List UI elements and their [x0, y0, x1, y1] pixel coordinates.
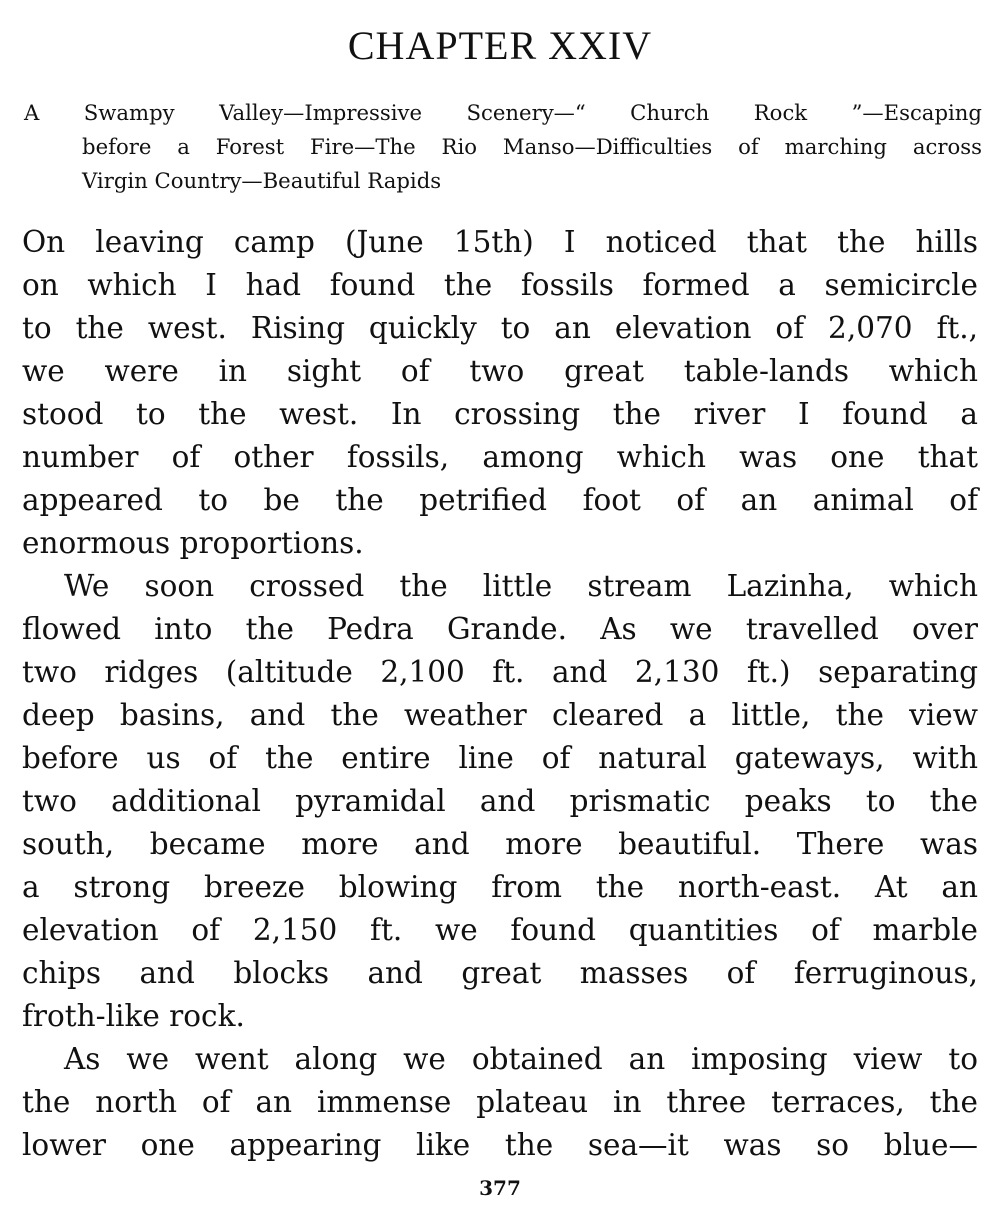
paragraph-1-line: enormous proportions.: [22, 526, 364, 560]
paragraph-3-line: the north of an immense plateau in three terraces, the: [22, 1085, 978, 1119]
synopsis-line: Virgin Country—Beautiful Rapids: [82, 168, 442, 193]
synopsis-line: A Swampy Valley—Impressive Scenery—“ Church Rock ”—Escaping: [24, 100, 982, 125]
paragraph-1-line: to the west. Rising quickly to an elevation of 2,070 ft.,: [22, 311, 978, 345]
paragraph-1-line: on which I had found the fossils formed a semicircle: [22, 268, 978, 302]
paragraph-2-line: We soon crossed the little stream Lazinha, which: [64, 569, 978, 603]
paragraph-2-line: elevation of 2,150 ft. we found quantities of marble: [22, 913, 978, 947]
page-number: 377: [479, 1176, 521, 1200]
paragraph-2-line: before us of the entire line of natural gateways, with: [22, 741, 978, 775]
paragraph-2-line: two ridges (altitude 2,100 ft. and 2,130 ft.) separating: [22, 655, 978, 689]
paragraph-2-line: flowed into the Pedra Grande. As we travelled over: [22, 612, 978, 646]
chapter-body: [22, 221, 978, 1167]
chapter-title: CHAPTER XXIV: [347, 23, 653, 68]
chapter-synopsis: [24, 96, 982, 198]
paragraph-2-line: south, became more and more beautiful. There was: [22, 827, 978, 861]
paragraph-2-line: a strong breeze blowing from the north-east. At an: [22, 870, 978, 904]
synopsis-line: before a Forest Fire—The Rio Manso—Difficulties of marching across: [82, 134, 982, 159]
paragraph-2-line: chips and blocks and great masses of ferruginous,: [22, 956, 978, 990]
paragraph-3-line: lower one appearing like the sea—it was so blue—: [22, 1128, 978, 1162]
paragraph-1-line: stood to the west. In crossing the river I found a: [22, 397, 978, 431]
paragraph-2-line: froth-like rock.: [22, 999, 245, 1033]
paragraph-2-line: deep basins, and the weather cleared a little, the view: [22, 698, 978, 732]
paragraph-1-line: we were in sight of two great table-lands which: [22, 354, 978, 388]
paragraph-1-line: number of other fossils, among which was one that: [22, 440, 978, 474]
paragraph-2-line: two additional pyramidal and prismatic peaks to the: [22, 784, 978, 818]
paragraph-1-line: appeared to be the petrified foot of an animal of: [22, 483, 978, 517]
paragraph-3-line: As we went along we obtained an imposing view to: [64, 1042, 978, 1076]
paragraph-1-line: On leaving camp (June 15th) I noticed that the hills: [22, 225, 978, 259]
